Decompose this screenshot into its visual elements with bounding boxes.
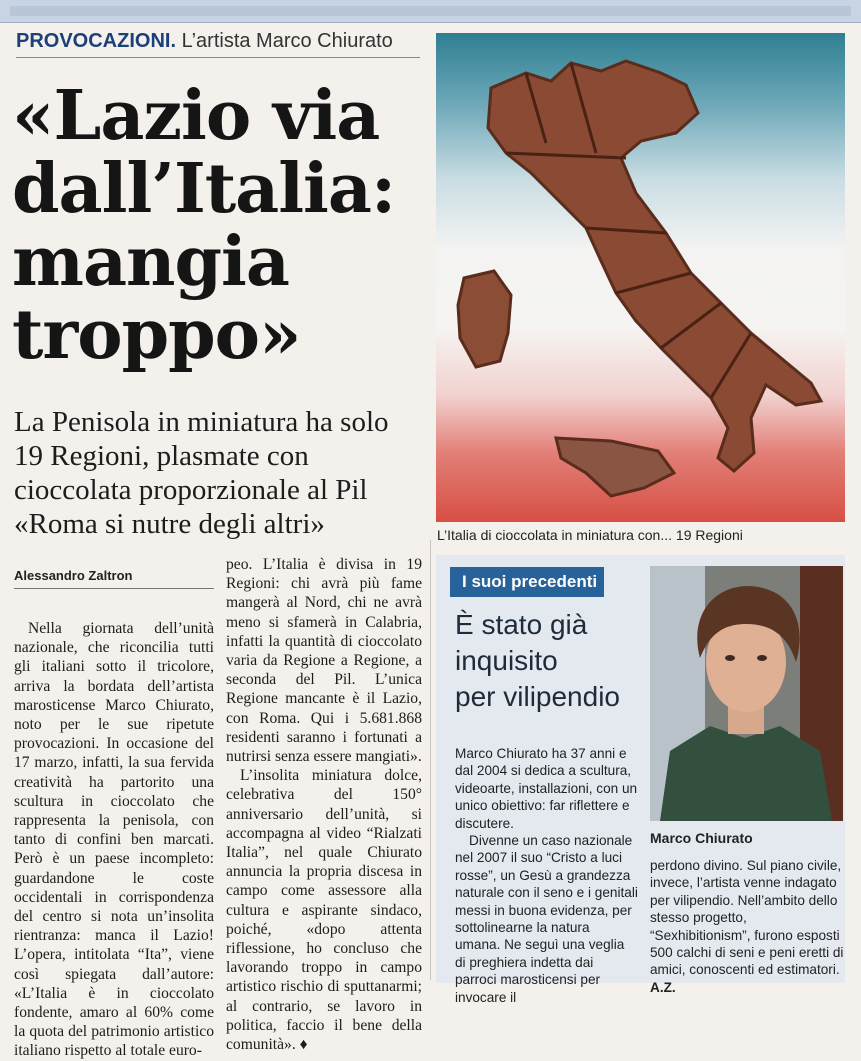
subhead — [14, 405, 424, 541]
subhead-line: cioccolata proporzionale al Pil — [14, 474, 368, 506]
sicily-shape — [556, 438, 674, 496]
chocolate-italy-photo — [436, 33, 845, 522]
headline-line: troppo» — [12, 295, 301, 375]
byline-rule — [14, 588, 214, 589]
kicker-label: PROVOCAZIONI. — [16, 30, 177, 52]
subhead-line: 19 Regioni, plasmate con — [14, 440, 309, 472]
sidebar-title-line: inquisito — [455, 645, 558, 676]
column-divider — [430, 540, 431, 980]
italy-mainland-shape — [488, 61, 821, 471]
sidebar-column-1 — [455, 745, 638, 1005]
sidebar-paragraph: Marco Chiurato ha 37 anni e dal 2004 si dedica a scultura, videoarte, installazioni, con un unico obiettivo: far riflettere e discutere. — [455, 746, 638, 831]
sardinia-shape — [458, 271, 511, 367]
page-top-band-inner — [10, 6, 851, 16]
sidebar-paragraph: perdono divino. Sul piano civile, invece, l’artista venne indagato per vilipendio. Nell’ambito dello stesso progetto, “Sexhibitionism”, furono esposti 500 calchi di seni e peni eretti di amici, conoscenti ed estimatori. — [650, 858, 844, 978]
headline-line: mangia — [12, 222, 289, 302]
headline-line: dall’Italia: — [12, 149, 396, 229]
page-top-band — [0, 0, 861, 23]
portrait-eye — [725, 655, 735, 661]
article-paragraph: L’insolita miniatura dolce, celebrativa del 150° anniversario dell’unità, si accompagna al video “Rialzati Italia”, nel quale Chiurato annuncia la propria discesa in campo come assessore alla cultura e aspirante sindaco, poiché, «dopo attenta riflessione, ho concluso che lavorando troppo in campo artistico rischio di sputtanarmi; al contrario, se lavoro in politica, faccio il bene della comunità». ♦ — [226, 767, 422, 1054]
article-column-2 — [226, 555, 422, 1054]
subhead-line: «Roma si nutre degli altri» — [14, 508, 325, 540]
portrait-illustration — [650, 566, 843, 821]
photo-caption: L’Italia di cioccolata in miniatura con... 19 Regioni — [437, 527, 743, 543]
sidebar-label: I suoi precedenti — [450, 567, 604, 597]
sidebar-title-line: per vilipendio — [455, 681, 620, 712]
sidebar-signature: A.Z. — [650, 979, 676, 995]
sidebar-title-line: È stato già — [455, 609, 588, 640]
kicker-text: L’artista Marco Chiurato — [181, 30, 393, 52]
chocolate-italy-illustration — [436, 33, 845, 522]
subhead-line: La Penisola in miniatura ha solo — [14, 406, 389, 438]
article-paragraph: peo. L’Italia è divisa in 19 Regioni: chi avrà più fame mangerà al Nord, chi ne avrà meno si sfamerà in Calabria, infatti la quantità di cioccolato varia da Regione a Regione, a seconda del Pil. L’unica Regione mancante è il Lazio, con Roma. Qui i 5.681.868 residenti saranno i fortunati a nutrirsi senza essere mangiati». — [226, 556, 422, 766]
sidebar-paragraph: Divenne un caso nazionale nel 2007 il suo “Cristo a luci rosse”, un Gesù a grandezza naturale con il seno e i genitali messi in buona evidenza, per sottolinearne la natura umana. Ne seguì una veglia di preghiera indetta dai parroci marosticensi per invocare il — [455, 833, 638, 1005]
kicker-rule — [16, 57, 420, 58]
byline: Alessandro Zaltron — [14, 568, 133, 583]
portrait-caption: Marco Chiurato — [650, 830, 753, 846]
headline-line: «Lazio via — [12, 76, 380, 156]
portrait-photo — [650, 566, 843, 821]
sidebar-column-2 — [650, 857, 846, 995]
kicker — [16, 28, 393, 54]
article-column-1: Nella giornata dell’unità nazionale, che riconcilia tutti gli italiani sotto il tricolore, arriva la bordata dell’artista marosticense Marco Chiurato, noto per le sue ripetute provocazioni. In occasione del 17 marzo, infatti, la sua fervida creatività ha partorito una scultura in cioccolato che rappresenta la penisola, con tanto di confini ben marcati. Però è un paese incompleto: guardandone le coste occidentali in corrispondenza del centro si nota un’insolita rientranza: manca il Lazio! L’opera, intitolata “Ita”, viene così spiegata dall’autore: «L’Italia è in cioccolato fondente, amaro al 60% come la quota del patrimonio artistico italiano rispetto al totale euro- — [14, 620, 214, 1060]
portrait-eye — [757, 655, 767, 661]
headline — [12, 76, 432, 375]
sidebar-title — [455, 607, 645, 715]
